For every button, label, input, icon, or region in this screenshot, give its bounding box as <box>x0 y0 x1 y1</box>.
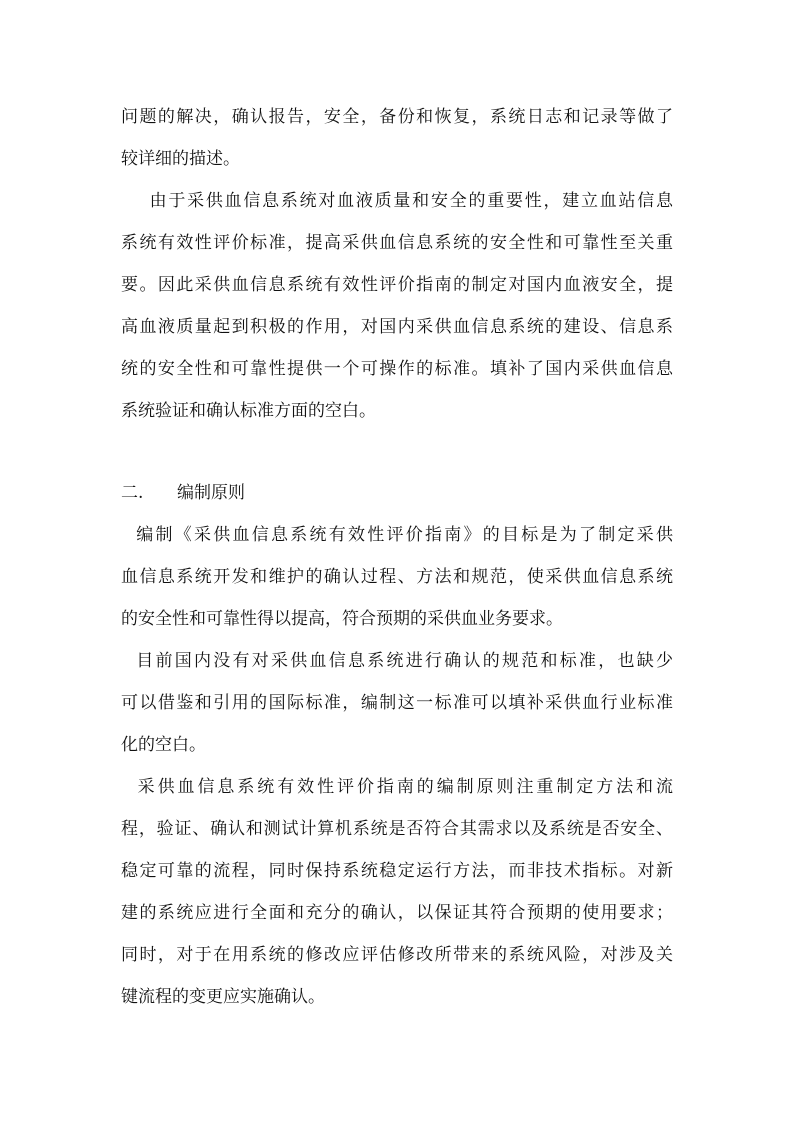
paragraph-line: 系统有效性评价标准，提高采供血信息系统的安全性和可靠性至关重 <box>121 233 673 253</box>
paragraph-line: 统的安全性和可靠性提供一个可操作的标准。填补了国内采供血信息 <box>121 359 673 379</box>
paragraph-line: 可以借鉴和引用的国际标准，编制这一标准可以填补采供血行业标准 <box>121 693 673 713</box>
paragraph-line: 目前国内没有对采供血信息系统进行确认的规范和标准，也缺少 <box>121 651 673 671</box>
paragraph-line: 较详细的描述。 <box>121 149 240 169</box>
paragraph-line: 血信息系统开发和维护的确认过程、方法和规范，使采供血信息系统 <box>121 567 673 587</box>
paragraph-line: 问题的解决，确认报告，安全，备份和恢复，系统日志和记录等做了 <box>121 107 673 127</box>
paragraph-line: 键流程的变更应实施确认。 <box>121 987 325 1007</box>
paragraph-line: 由于采供血信息系统对血液质量和安全的重要性，建立血站信息 <box>121 191 673 211</box>
paragraph-line: 要。因此采供血信息系统有效性评价指南的制定对国内血液安全，提 <box>121 275 673 295</box>
paragraph-line: 的安全性和可靠性得以提高，符合预期的采供血业务要求。 <box>121 609 563 629</box>
paragraph-line: 高血液质量起到积极的作用，对国内采供血信息系统的建设、信息系 <box>121 317 673 337</box>
paragraph-line: 建的系统应进行全面和充分的确认，以保证其符合预期的使用要求； <box>121 903 673 923</box>
paragraph-line: 程，验证、确认和测试计算机系统是否符合其需求以及系统是否安全、 <box>121 819 673 839</box>
section-number: 二. <box>121 483 144 503</box>
section-heading <box>121 482 245 504</box>
section-title: 编制原则 <box>177 483 245 503</box>
paragraph-line: 稳定可靠的流程，同时保持系统稳定运行方法，而非技术指标。对新 <box>121 861 673 881</box>
paragraph-line: 采供血信息系统有效性评价指南的编制原则注重制定方法和流 <box>121 777 673 797</box>
paragraph-line: 编制《采供血信息系统有效性评价指南》的目标是为了制定采供 <box>121 525 673 545</box>
paragraph-line: 同时，对于在用系统的修改应评估修改所带来的系统风险，对涉及关 <box>121 945 673 965</box>
paragraph-line: 系统验证和确认标准方面的空白。 <box>121 401 376 421</box>
paragraph-line: 化的空白。 <box>121 735 206 755</box>
